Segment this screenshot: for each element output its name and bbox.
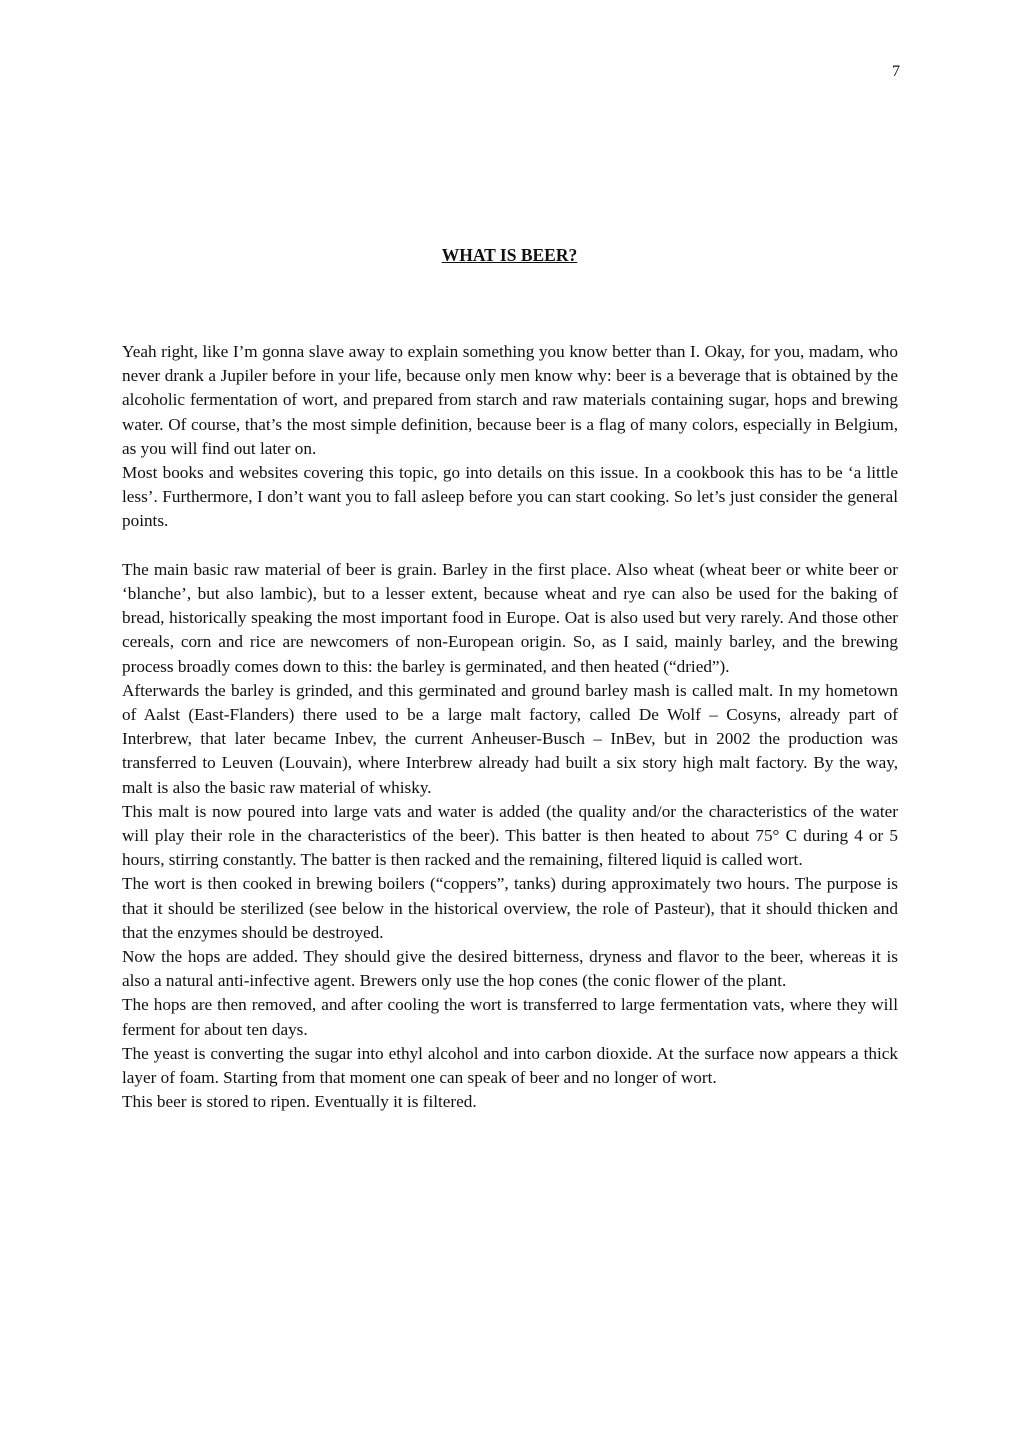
paragraph-fermentation: The hops are then removed, and after cooling the wort is transferred to large fermentation vats, where they will ferment for about ten days. [122,995,898,1039]
document-body [122,340,898,1114]
paragraph-raw-material: The main basic raw material of beer is grain. Barley in the first place. Also wheat (wheat beer or white beer or ‘blanche’, but also lambic), but to a lesser extent, because wheat and rye can also be used for the baking of bread, historically speaking the most important food in Europe. Oat is also used but very rarely. And those other cereals, corn and rice are newcomers of non-European origin. So, as I said, mainly barley, and the brewing process broadly comes down to this: the barley is germinated, and then heated (“dried”). [122,559,898,676]
paragraph-ripening: This beer is stored to ripen. Eventually it is filtered. [122,1092,477,1112]
paragraph-mashing: This malt is now poured into large vats and water is added (the quality and/or the characteristics of the water will play their role in the characteristics of the beer). This batter is then heated to about 75° C during 4 or 5 hours, stirring constantly. The batter is then racked and the remaining, filtered liquid is called wort. [122,801,898,870]
paragraph-definition: Yeah right, like I’m gonna slave away to explain something you know better than I. Okay, for you, madam, who never drank a Jupiler before in your life, because only men know why: beer is a beverage that is obtained by the alcoholic fermentation of wort, and prepared from starch and raw materials containing sugar, hops and brewing water. Of course, that’s the most simple definition, because beer is a flag of many colors, especially in Belgium, as you will find out later on. [122,342,898,458]
paragraph-yeast: The yeast is converting the sugar into ethyl alcohol and into carbon dioxide. At the surface now appears a thick layer of foam. Starting from that moment one can speak of beer and no longer of wort. [122,1043,898,1088]
paragraph-boiling: The wort is then cooked in brewing boilers (“coppers”, tanks) during approximately two hours. The purpose is that it should be sterilized (see below in the historical overview, the role of Pasteur), that it should thicken and that the enzymes should be destroyed. [122,874,898,942]
paragraph-hops: Now the hops are added. They should give the desired bitterness, dryness and flavor to the beer, whereas it is also a natural anti-infective agent. Brewers only use the hop cones (the conic flower of the plant. [122,947,898,991]
page-number: 7 [892,63,900,80]
paragraph-malt: Afterwards the barley is grinded, and this germinated and ground barley mash is called malt. In my hometown of Aalst (East-Flanders) there used to be a large malt factory, called De Wolf – Cosyns, already part of Interbrew, that later became Inbev, the current Anheuser-Busch – InBev, but in 2002 the production was transferred to Leuven (Louvain), where Interbrew already had built a six story high malt factory. By the way, malt is also the basic raw material of whisky. [122,680,898,797]
page-title: WHAT IS BEER? [441,245,578,265]
paragraph-general-points: Most books and websites covering this topic, go into details on this issue. In a cookbook this has to be ‘a little less’. Furthermore, I don’t want you to fall asleep before you can start cooking. So let’s just consider the general points. [122,463,898,531]
